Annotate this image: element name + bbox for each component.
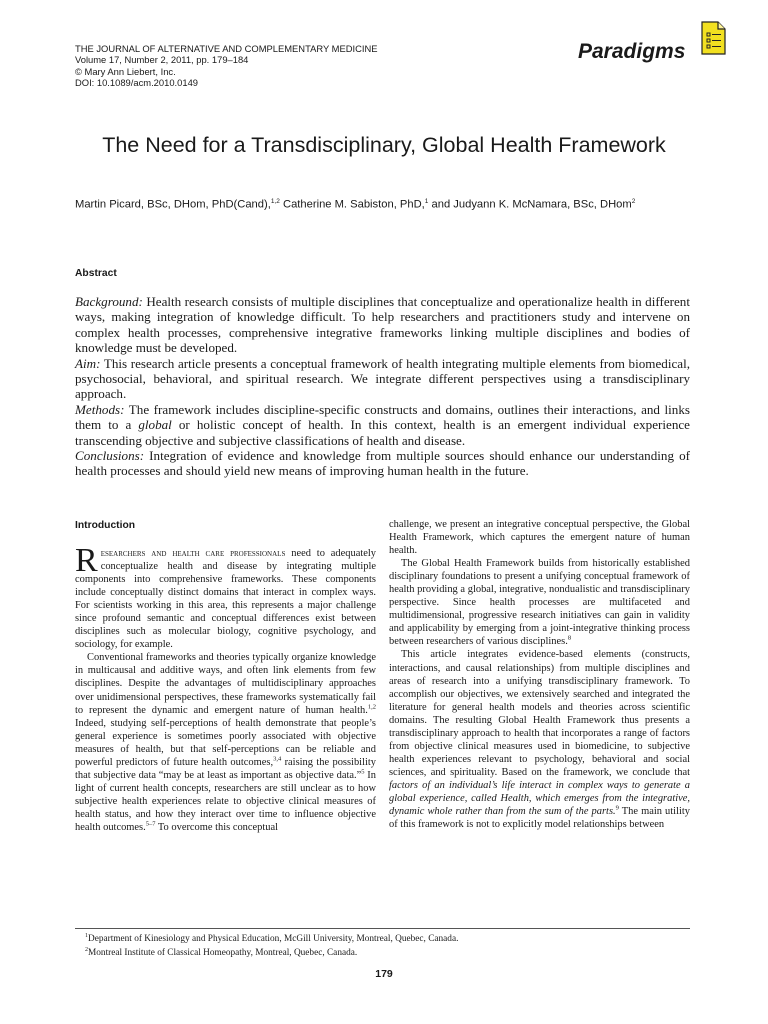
paragraph-text: Indeed, studying self-perceptions of health demonstrate that people’s general experience is sometimes poorly associated with objective measures of health, but that self-perceptions can be reliable and powerful predictors of future health outcomes, xyxy=(75,717,376,768)
paragraph-text: Conventional frameworks and theories typically organize knowledge in multicausal and additive ways, and often link elements from few disciplines. Despite the advantages of multidisciplinary approaches over unidimensional perspectives, these frameworks systematically fail to represent the dynamic and emergent nature of human health. xyxy=(75,652,376,716)
footnote xyxy=(85,945,458,959)
body-paragraph xyxy=(75,651,376,834)
section-heading-introduction: Introduction xyxy=(75,520,136,531)
author-list xyxy=(75,198,635,211)
citation-ref: 9 xyxy=(615,804,619,812)
paragraph-text: The main utility of this framework is not to explicitly model relationships between xyxy=(389,806,690,831)
author-name: Martin Picard, BSc, DHom, PhD(Cand), xyxy=(75,198,271,211)
footnote xyxy=(85,931,458,945)
citation-ref: 3,4 xyxy=(273,755,282,763)
paragraph-text: The Global Health Framework builds from historically established disciplinary foundations to present a unifying conceptual framework of health providing a global, integrative, nondualistic and transdisciplinary perspective. Since health processes are multifaceted and multidimensional, progressive research initiatives can gain in validity and applicability by emerging from a joint-integrative thinking process between researchers of various disciplines. xyxy=(389,558,690,648)
abstract-text: Integration of evidence and knowledge from multiple sources should enhance our understanding of health processes and should yield new means of improving human health in the future. xyxy=(75,448,690,479)
abstract-label: Methods: xyxy=(75,401,125,417)
footnote-text: Montreal Institute of Classical Homeopathy, Montreal, Quebec, Canada. xyxy=(88,948,358,959)
citation-ref: 8 xyxy=(567,634,572,642)
journal-volume: Volume 17, Number 2, 2011, pp. 179–184 xyxy=(75,54,249,66)
author-name: and Judyann K. McNamara, BSc, DHom xyxy=(428,198,632,211)
paragraph-text: This article integrates evidence-based elements (constructs, interactions, and causal relationships) from multiple disciplines and areas of research into a unifying transdisciplinary framework. To accomplish our objectives, we extensively searched and integrated the literature for general health models and theories across scientific domains. The resulting Global Health Framework thus presents a transdisciplinary approach to health that incorporates a range of factors from objective clinical measures used in biomedicine, to subjective health experiences relevant to psychology, behavioral and social sciences, and spirituality. Based on the framework, we conclude that xyxy=(389,649,690,778)
abstract-heading: Abstract xyxy=(75,268,117,279)
journal-name: THE JOURNAL OF ALTERNATIVE AND COMPLEMENTARY MEDICINE xyxy=(75,43,378,54)
document-icon xyxy=(699,21,726,55)
author-affiliation: 2 xyxy=(631,198,636,205)
small-caps-lead: esearchers and health care professionals xyxy=(100,548,286,559)
abstract-conclusions xyxy=(75,448,690,479)
body-paragraph xyxy=(75,542,376,651)
body-paragraph: challenge, we present an integrative conceptual perspective, the Global Health Framework, which captures the emergent nature of human health. xyxy=(389,519,690,557)
author-name: Catherine M. Sabiston, PhD, xyxy=(279,198,425,211)
drop-cap: R xyxy=(75,542,98,579)
paragraph-text: In light of current health concepts, researchers are still unclear as to how subjective health experiences relate to objective clinical measures of health status, and how they interact over time to influence objective health outcomes. xyxy=(75,769,376,833)
doi-line: DOI: 10.1089/acm.2010.0149 xyxy=(75,76,199,88)
paragraph-text: To overcome this conceptual xyxy=(155,821,279,833)
abstract-background xyxy=(75,294,690,356)
body-column-right xyxy=(389,518,690,831)
publisher-line: © Mary Ann Liebert, Inc. xyxy=(75,65,176,77)
abstract-label: Conclusions: xyxy=(75,448,145,464)
abstract-text: or holistic concept of health. In this context, health is an emergent individual experience transcending objective and subjective classifications of health and disease. xyxy=(75,417,690,448)
abstract-text: The framework includes discipline-specific constructs and domains, outlines their interactions, and links them to a xyxy=(75,401,690,433)
abstract-emphasis: global xyxy=(138,417,172,433)
abstract-label: Background: xyxy=(75,294,143,309)
page-number: 179 xyxy=(375,968,393,980)
abstract-text: Health research consists of multiple disciplines that conceptualize and operationalize health in different ways, making integration of knowledge difficult. To help researchers and practitioners study and intervene on complex health processes, comprehensive integrative frameworks linking multiple disciplines and bodies of knowledge must be developed. xyxy=(75,294,690,356)
article-title: The Need for a Transdisciplinary, Global Health Framework xyxy=(102,133,666,157)
body-paragraph xyxy=(389,648,690,831)
citation-ref: 1,2 xyxy=(367,703,376,711)
author-affiliation: 1,2 xyxy=(270,198,280,205)
paragraph-text: need to adequately conceptualize health and disease by integrating multiple components into comprehensive frameworks. These components include conceptually distinct domains that interact in complex ways. For scientists working in this area, this represents a major challenge since profound semantic and conceptual differences exist between disciplines such as molecular biology, cognitive psychology, and sociology, for example. xyxy=(75,548,376,651)
author-affiliation: 1 xyxy=(424,198,429,205)
body-column-left xyxy=(75,542,376,834)
section-label: Paradigms xyxy=(578,40,686,63)
footnote-number: 1 xyxy=(85,933,88,939)
abstract-methods xyxy=(75,402,690,448)
abstract-body xyxy=(75,294,690,479)
citation-ref: 5 xyxy=(361,768,365,776)
footnote-divider xyxy=(75,928,690,929)
body-paragraph xyxy=(389,557,690,648)
journal-header xyxy=(75,43,377,88)
emphasis-text: factors of an individual’s life interact in complex ways to generate a global experience, called Health, which emerges from the integrative, dynamic whole rather than from the sum of the parts. xyxy=(389,779,690,818)
footnote-text: Department of Kinesiology and Physical Education, McGill University, Montreal, Quebec, Canada. xyxy=(88,934,459,945)
abstract-aim xyxy=(75,356,690,402)
footnotes xyxy=(85,931,458,960)
paragraph-text: raising the possibility that subjective data “may be at least as important as objective data.” xyxy=(75,756,376,781)
abstract-label: Aim: xyxy=(75,355,101,371)
citation-ref: 5–7 xyxy=(145,820,156,828)
footnote-number: 2 xyxy=(85,947,88,954)
abstract-text: This research article presents a conceptual framework of health integrating multiple elements from biomedical, psychosocial, behavioral, and spiritual research. We integrate different perspectives using a transdisciplinary approach. xyxy=(75,355,690,402)
